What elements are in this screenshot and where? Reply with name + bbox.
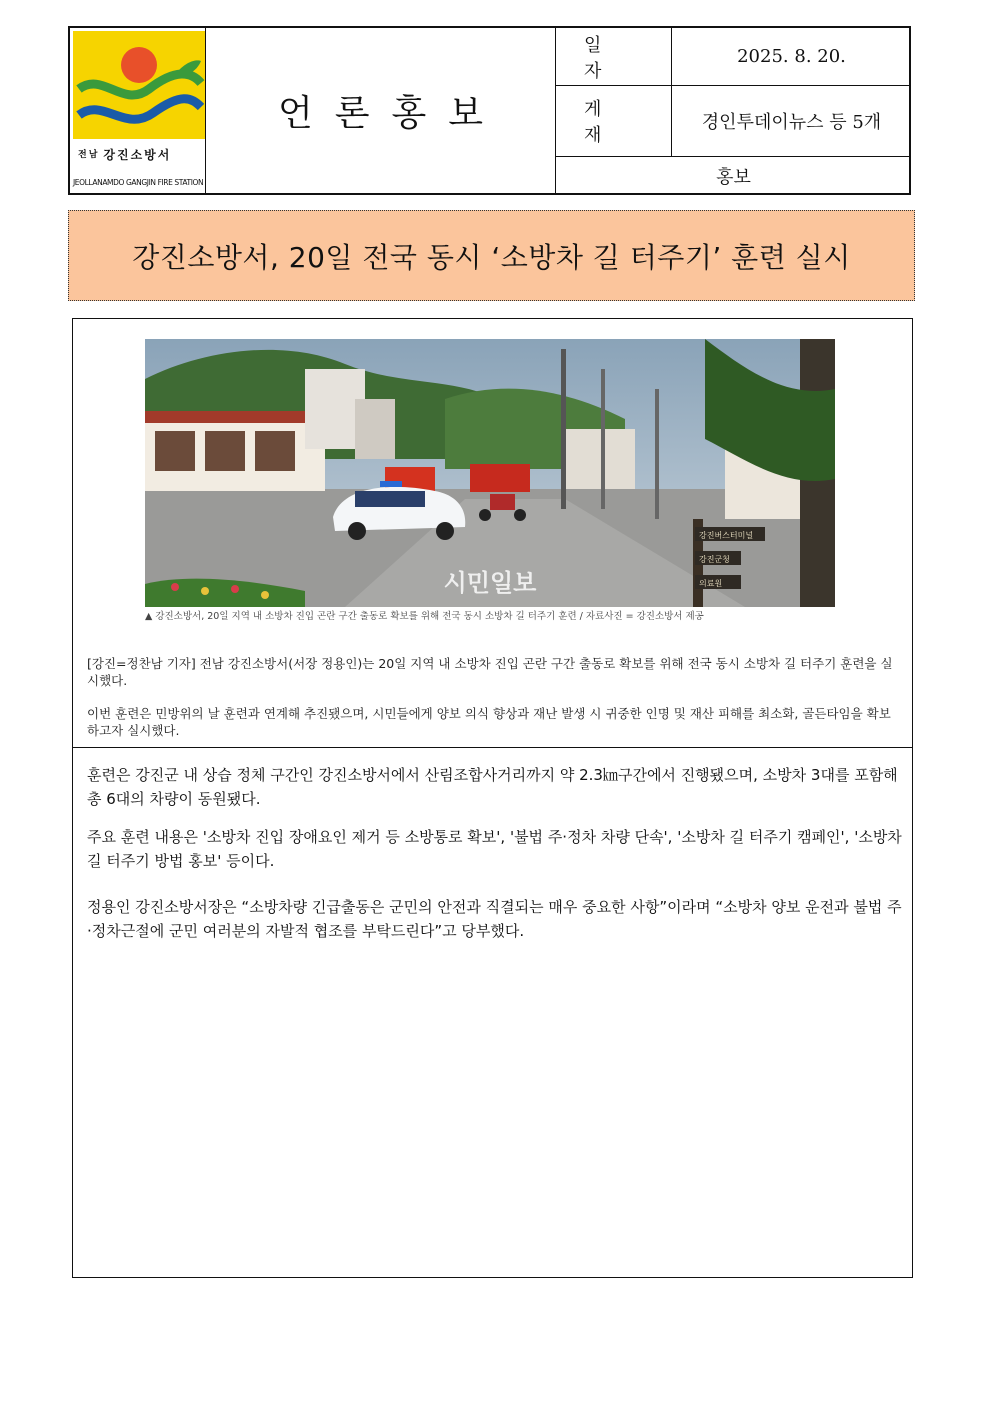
publication-label: 게재: [556, 86, 672, 156]
photo-watermark: 시민일보: [443, 569, 537, 597]
document-title-cell: [206, 28, 556, 193]
sign-office-text: 강진군청: [699, 555, 730, 564]
fire-station-logo-icon: [73, 31, 205, 139]
photo-caption: ▲ 강진소방서, 20일 지역 내 소방차 진입 곤란 구간 출동로 확보를 위해 전국 동시 소방차 길 터주기 훈련 / 자료사진 = 강진소방서 제공: [145, 611, 704, 622]
body-paragraph-2: 주요 훈련 내용은 '소방차 진입 장애요인 제거 등 소방통로 확보', '불법 주·정차 차량 단속', '소방차 길 터주기 캠페인', '소방차 길 터주기 방법 홍보' 등이다.: [87, 828, 902, 870]
clip-paragraph-2: 이번 훈련은 민방위의 날 훈련과 연계해 추진됐으며, 시민들에게 양보 의식 향상과 재난 발생 시 귀중한 인명 및 재산 피해를 최소화, 골든타임을 확보하고자 실시했다.: [87, 706, 891, 738]
section-divider: [73, 747, 912, 748]
sign-terminal-text: 강진버스터미널: [699, 531, 754, 540]
publication-row: [556, 86, 911, 157]
category-value: 홍보: [716, 167, 751, 188]
date-value: 2025. 8. 20.: [737, 46, 846, 67]
date-label: 일자: [556, 28, 672, 85]
logo-cell: [70, 28, 206, 193]
clip-paragraph-1: [강진=정찬남 기자] 전남 강진소방서(서장 정용인)는 20일 지역 내 소방차 진입 곤란 구간 출동로 확보를 위해 전국 동시 소방차 길 터주기 훈련을 실시했다.: [87, 656, 893, 688]
news-photo: [145, 339, 835, 607]
headline-box: [68, 210, 915, 301]
logo-english-name: JEOLLANAMDO GANGJIN FIRE STATION: [73, 178, 204, 187]
header-table: [68, 26, 911, 195]
sign-hospital-text: 의료원: [699, 579, 723, 588]
document-title: 언론홍보: [277, 93, 506, 134]
article-frame: [72, 318, 913, 1278]
date-row: [556, 28, 911, 86]
logo-org-name: 전남 강진소방서: [78, 148, 172, 162]
body-paragraph-3: 정용인 강진소방서장은 “소방차량 긴급출동은 군민의 안전과 직결되는 매우 중요한 사항”이라며 “소방차 양보 운전과 불법 주·정차근절에 군민 여러분의 자발적 협조를 부탁드린다”고 당부했다.: [87, 898, 902, 940]
publication-value: 경인투데이뉴스 등 5개: [701, 112, 882, 133]
headline-text: 강진소방서, 20일 전국 동시 ‘소방차 길 터주기’ 훈련 실시: [132, 240, 851, 274]
body-paragraph-1: 훈련은 강진군 내 상습 정체 구간인 강진소방서에서 산림조합사거리까지 약 2.3㎞구간에서 진행됐으며, 소방차 3대를 포함해 총 6대의 차량이 동원됐다.: [87, 766, 898, 808]
